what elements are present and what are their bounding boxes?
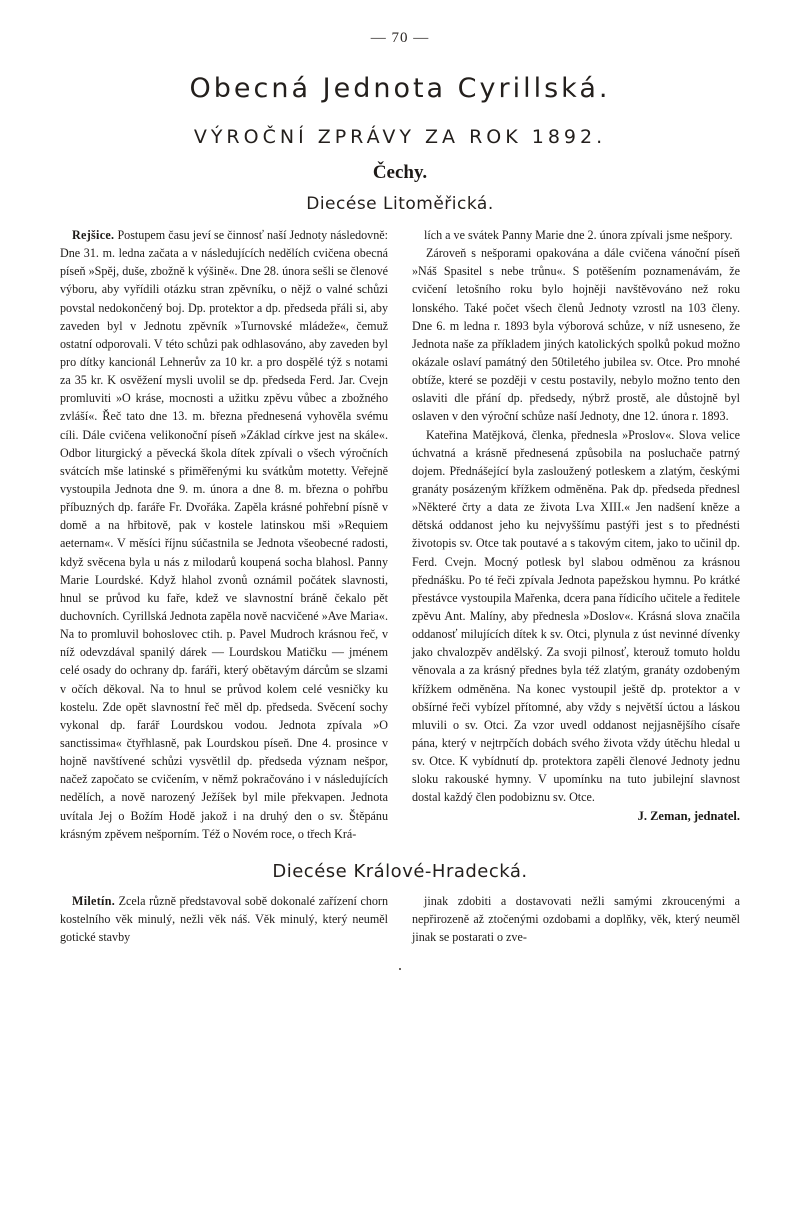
column-separator-dot (399, 968, 401, 970)
column-right-second (412, 892, 740, 946)
article-text: Postupem času jeví se činnosť naší Jednoty následovně: Dne 31. m. ledna začata a v následujících nedělích cvičena obecná píseň »Spěj, duše, zbožně k výšině«. Dne 28. února sešli se členové výboru, aby vyřídili otázku stran zpěvníku, o nějž o valné schůzi povstal nedokončený boj. Dp. protektor a dp. předseda přáli si, aby zaveden byl v Jednotu zpěvník »Turnovské mládeže«, čemuž ostatní odporovali. V této schůzi pak odhlasováno, aby zaveden byl pro dítky kancionál Lehnerův za 10 kr. a pro dospělé týž s notami za 35 kr. K osvěžení mysli uvolil se dp. předseda Ferd. Jar. Cvejn promluviti »O kráse, mocnosti a užitku zpěvu vůbec a zbožného zvláší«. Řeč tato dne 13. m. března přednesená vyhověla svému cíli. Dále cvičena velikonoční píseň »Základ církve jest na skále«. Odbor liturgický a pěvecká škola dítek zpívali o všech výročních svátcích mše latinské s přiměřenými ku svátkům motetty. Veřejně vystoupila Jednota dne 9. m. února a dne 8. m. března o pohřbu příbuzných dp. faráře Fr. Dvořáka. Zapěla krásné pohřební písně v domě a na hřbitově, pak v kostele latinskou mši »Requiem aeternam«. V měsíci říjnu súčastnila se Jednota všeobecné radosti, když svěcena byla u nás z milodarů koupená socha blahosl. Panny Marie Lourdské. Když hlahol zvonů oznámil počátek slavnosti, hnul se průvod ku faře, kdež ve slavnostní bráně čekalo pět duchovních. Cyrillská Jednota zapěla nově nacvičené »Ave Maria«. Na to promluvil bohoslovec ctih. p. Pavel Mudroch krásnou řeč, v níž odevzdával spanilý dárek — Lourdskou Matičku — jménem celé osady do ochrany dp. faráři, který obětavým dárcům se slzami v očích děkoval. Na to hnul se průvod kolem celé vesničky ku kostelu. Zde opět slavnostní řeč měl dp. předseda. Svěcení sochy vykonal dp. farář Lourdskou vodou. Jednota zpívala »O sanctissima« čtyřhlasně, pak Lourdskou píseň. Dne 4. prosince v hojně navštívené schůzi vysvětlil dp. předseda význam nešpor, načež započato se cvičením, v němž pokračováno i v následujících nedělích, a nově narozený Ježíšek byl mile překvapen. Jednota uvítala Jej o Božím Hodě jakož i na druhý den o sv. Štěpánu krásným zpěvem nešporním. Též o Novém roce, o třech Krá- (60, 228, 388, 841)
article-miletin (60, 892, 388, 946)
diocese-heading-litomerice: Diecése Litoměřická. (306, 194, 494, 214)
region-heading: Čechy. (372, 162, 428, 183)
article-text-second: Zcela různě představoval sobě dokonalé zařízení chorn kostelního věk minulý, nežli věk náš. Věk minulý, který neuměl gotické stavby (60, 893, 388, 945)
column-left-second (60, 892, 388, 946)
two-column-body (60, 226, 740, 843)
article-miletin-continuation: jinak zdobiti a dostavovati nežli samými zkroucenými a nepřirozeně až ztočenými ozdobami a doplňky, věk, který neuměl jinak se postarati o zve- (412, 893, 740, 945)
diocese-heading-kralove-hradec: Diecése Králové-Hradecká. (272, 860, 528, 882)
article-rejsice (60, 226, 388, 843)
paragraph-nespory: Zároveň s nešporami opakována a dále cvičena vánoční píseň »Náš Spasitel s nebe trůnu«. S potěšením poznamenávám, že cvičení letošního roku bylo hojněji navštěvováno než roku lonského. Také počet všech členů Jednoty vzrostl na 103 členy. Dne 6. m ledna r. 1893 byla výborová schůze, v níž usneseno, že Jednota naše za příkladem jiných katolických spolků pokud možno okázale oslaví památný den 50tiletého jubilea sv. Otce. Pro mnohé obtíže, které se později v cestu postavily, nebylo možno tento den oslaviti dle přání dp. předsedy, nýbrž prostě, ale důstojně byl oslaven v den výroční schůze naší Jednoty, dne 12. února r. 1893. (412, 246, 740, 424)
two-column-body-second (60, 892, 740, 946)
article-leadword: Rejšice. (72, 228, 115, 242)
column-right (412, 226, 740, 843)
page-title: Obecná Jednota Cyrillská. (189, 73, 611, 104)
page-subtitle: VÝROČNÍ ZPRÁVY ZA ROK 1892. (193, 126, 607, 148)
paragraph-continuation: lích a ve svátek Panny Marie dne 2. února zpívali jsme nešpory. (424, 228, 733, 242)
page-folio: — 70 — (370, 30, 430, 46)
paragraph-matejkova: Kateřina Matějková, členka, přednesla »Proslov«. Slova velice úchvatná a krásně přednesená způsobila na posluchače patrný dojem. Přednášející byla zasloužený potleskem a zlatým, českými granáty posázeným křížkem odměněna. Pak dp. předseda přednesl »Některé črty a data ze života Lva XIII.« Jen nadšení kněze a dětská oddanost jeho ku nejvyššímu pastýři jest s to přednésti životopis sv. Otce tak poutavé a s takovým citem, jako to učinil dp. Ferd. Cvejn. Mocný potlesk byl slabou odměnou za krásnou přednášku. Po té řeči zpívala Jednota papežskou hymnu. Po krátké přestávce vystoupila Mařenka, dcera pana řídicího učitele a ředitele zpěvu Ant. Malíny, aby přednesla »Doslov«. Krásná slova značila oddanosť milujících dítek k sv. Otci, plynula z úst nevinné dívenky jako chvalozpěv andělský. Za svoji pilnosť, kterouž tomuto holdu věnovala a za krásný přednes byla též zlatým, granáty ozdobeným křížkem odměněna. Na konec vystoupil ještě dp. protektor a v obšírné řeči vybízel přítomné, aby vždy s největší úctou a láskou mluvili o sv. Otci. Za vzor uvedl oddanost nejjasnějšího císaře pána, který v nejtrpčích dobách svého života vždy útěchu hledal u sv. Otce. K vybídnutí dp. protektora zapěli členové Jednoty jednu sloku rakouské hymny. V upomínku na tuto jubilejní slavnost dostal každý člen podobiznu sv. Otce. (412, 427, 740, 805)
column-left (60, 226, 388, 843)
article-signature: J. Zeman, jednatel. (637, 808, 740, 823)
article-leadword-second: Miletín. (72, 893, 116, 908)
